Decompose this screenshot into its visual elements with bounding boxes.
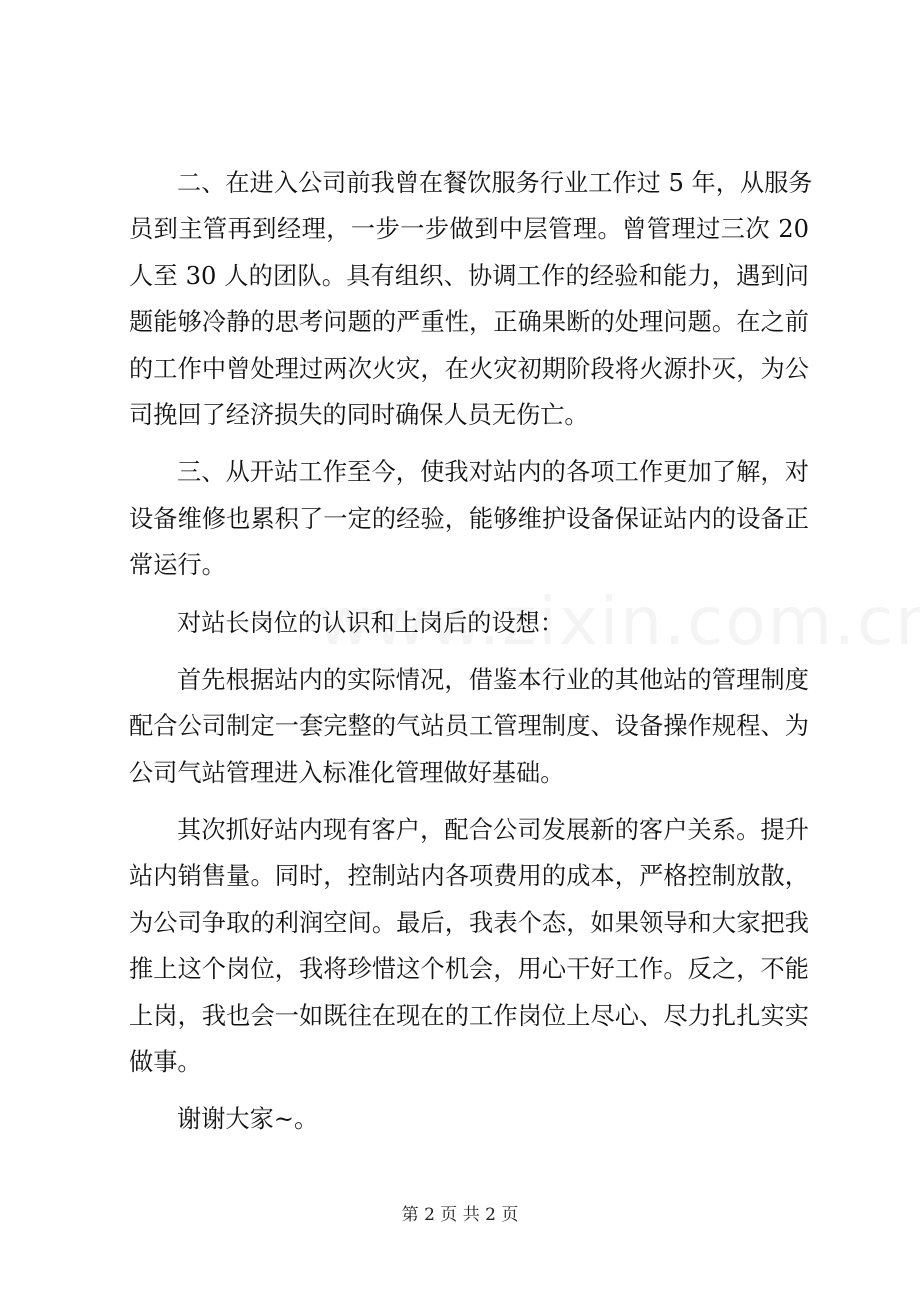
paragraph [129, 160, 813, 438]
text-line: 其次抓好站内现有客户，配合公司发展新的客户关系。提升 [177, 816, 809, 845]
text-line: 的工作中曾处理过两次火灾，在火灾初期阶段将火源扑灭，为公 [129, 354, 809, 383]
text-line: 推上这个岗位，我将珍惜这个机会，用心干好工作。反之，不能 [129, 955, 809, 984]
text-line: 常运行。 [129, 551, 226, 580]
text-line: 配合公司制定一套完整的气站员工管理制度、设备操作规程、为 [129, 712, 809, 741]
text-line: 三、从开站工作至今，使我对站内的各项工作更加了解，对 [177, 458, 809, 487]
text-line: 站内销售量。同时，控制站内各项费用的成本，严格控制放散， [129, 862, 809, 891]
page-footer: 第 2 页 共 2 页 [401, 1205, 519, 1225]
text-line: 员到主管再到经理，一步一步做到中层管理。曾管理过三次 20 [129, 215, 809, 244]
text-line: 二、在进入公司前我曾在餐饮服务行业工作过 5 年，从服务 [177, 169, 813, 197]
text-line: 司挽回了经济损失的同时确保人员无伤亡。 [129, 400, 589, 429]
paragraph [129, 449, 809, 588]
paragraph [129, 600, 809, 646]
text-line: 人至 30 人的团队。具有组织、协调工作的经验和能力，遇到问 [129, 261, 809, 290]
paragraph [129, 807, 809, 1085]
text-line: 首先根据站内的实际情况，借鉴本行业的其他站的管理制度 [177, 665, 809, 694]
paragraph [129, 1096, 809, 1142]
text-line: 对站长岗位的认识和上岗后的设想： [177, 608, 565, 637]
text-line: 公司气站管理进入标准化管理做好基础。 [129, 758, 565, 787]
paragraph [129, 657, 809, 796]
text-line: 题能够冷静的思考问题的严重性，正确果断的处理问题。在之前 [129, 308, 809, 337]
text-line: 设备维修也累积了一定的经验，能够维护设备保证站内的设备正 [129, 504, 809, 533]
text-line: 上岗，我也会一如既往在现在的工作岗位上尽心、尽力扎扎实实 [129, 1001, 809, 1030]
text-line: 为公司争取的利润空间。最后，我表个态，如果领导和大家把我 [129, 908, 809, 937]
text-line: 谢谢大家~。 [177, 1105, 319, 1134]
document-body [129, 160, 813, 1154]
text-line: 做事。 [129, 1048, 202, 1077]
